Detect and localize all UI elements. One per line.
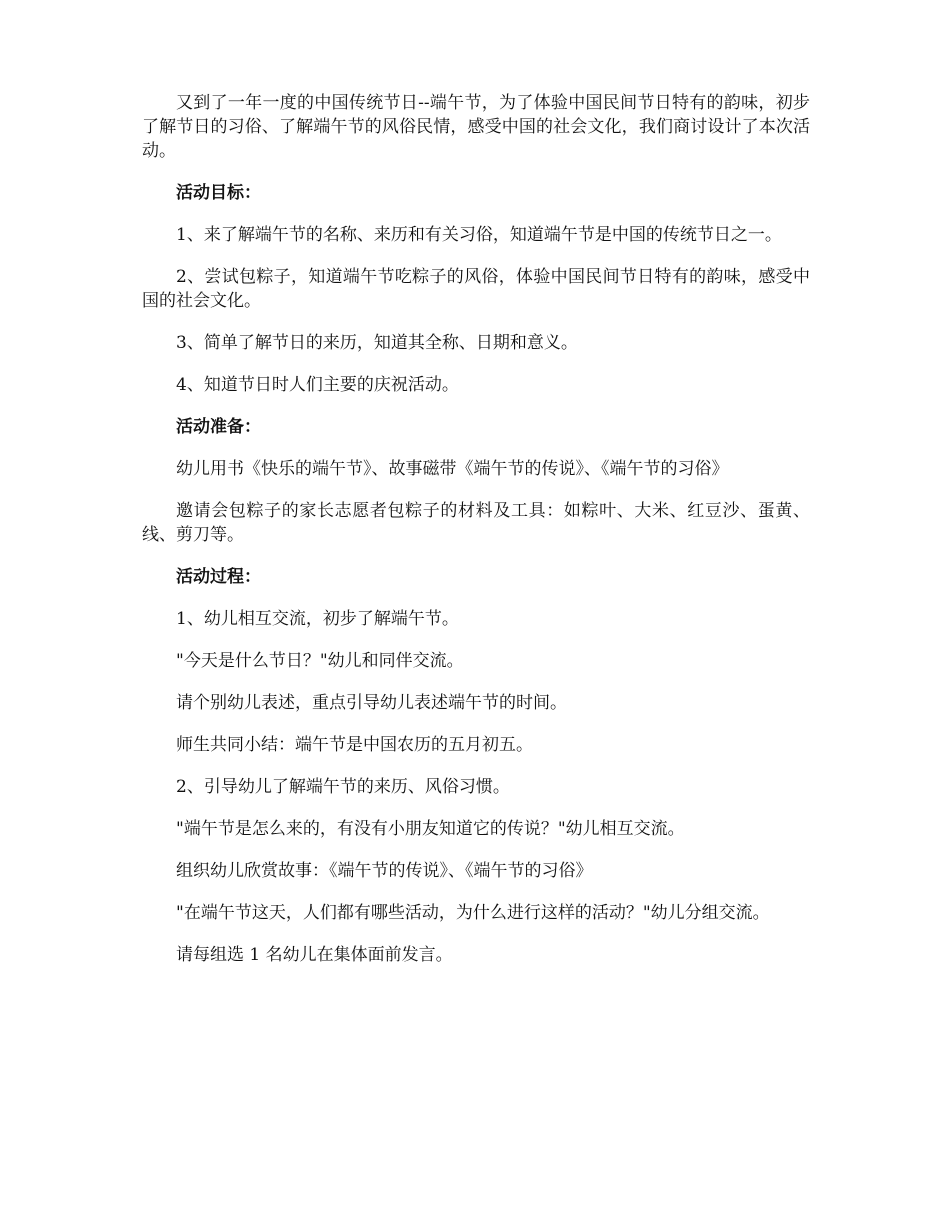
process-item-8: "在端午节这天，人们都有哪些活动，为什么进行这样的活动？"幼儿分组交流。 (176, 903, 770, 923)
process-item-6: "端午节是怎么来的，有没有小朋友知道它的传说？"幼儿相互交流。 (176, 819, 685, 839)
goal-item-1: 1、来了解端午节的名称、来历和有关习俗，知道端午节是中国的传统节日之一。 (176, 225, 782, 245)
process-item-7: 组织幼儿欣赏故事：《端午节的传说》、《端午节的习俗》 (176, 861, 593, 881)
goals-heading: 活动目标： (176, 183, 261, 203)
process-item-2: "今天是什么节日？"幼儿和同伴交流。 (176, 651, 464, 671)
preparation-item-2: 邀请会包粽子的家长志愿者包粽子的材料及工具：如粽叶、大米、红豆沙、蛋黄、线、剪刀等。 (142, 501, 810, 545)
process-heading: 活动过程： (176, 567, 261, 587)
preparation-heading: 活动准备： (176, 417, 261, 437)
goal-item-4: 4、知道节日时人们主要的庆祝活动。 (176, 375, 459, 395)
process-item-1: 1、幼儿相互交流，初步了解端午节。 (176, 609, 459, 629)
process-item-3: 请个别幼儿表述，重点引导幼儿表述端午节的时间。 (176, 693, 567, 713)
document-page (142, 91, 810, 985)
process-item-9: 请每组选 1 名幼儿在集体面前发言。 (176, 945, 453, 965)
process-item-5: 2、引导幼儿了解端午节的来历、风俗习惯。 (176, 777, 510, 797)
preparation-item-1: 幼儿用书《快乐的端午节》、故事磁带《端午节的传说》、《端午节的习俗》 (176, 459, 729, 479)
goal-item-2: 2、尝试包粽子，知道端午节吃粽子的风俗，体验中国民间节日特有的韵味，感受中国的社会文化。 (142, 267, 810, 311)
goal-item-3: 3、简单了解节日的来历，知道其全称、日期和意义。 (176, 333, 578, 353)
intro-paragraph: 又到了一年一度的中国传统节日--端午节，为了体验中国民间节日特有的韵味，初步了解节日的习俗、了解端午节的风俗民情，感受中国的社会文化，我们商讨设计了本次活动。 (142, 93, 810, 161)
process-item-4: 师生共同小结：端午节是中国农历的五月初五。 (176, 735, 533, 755)
